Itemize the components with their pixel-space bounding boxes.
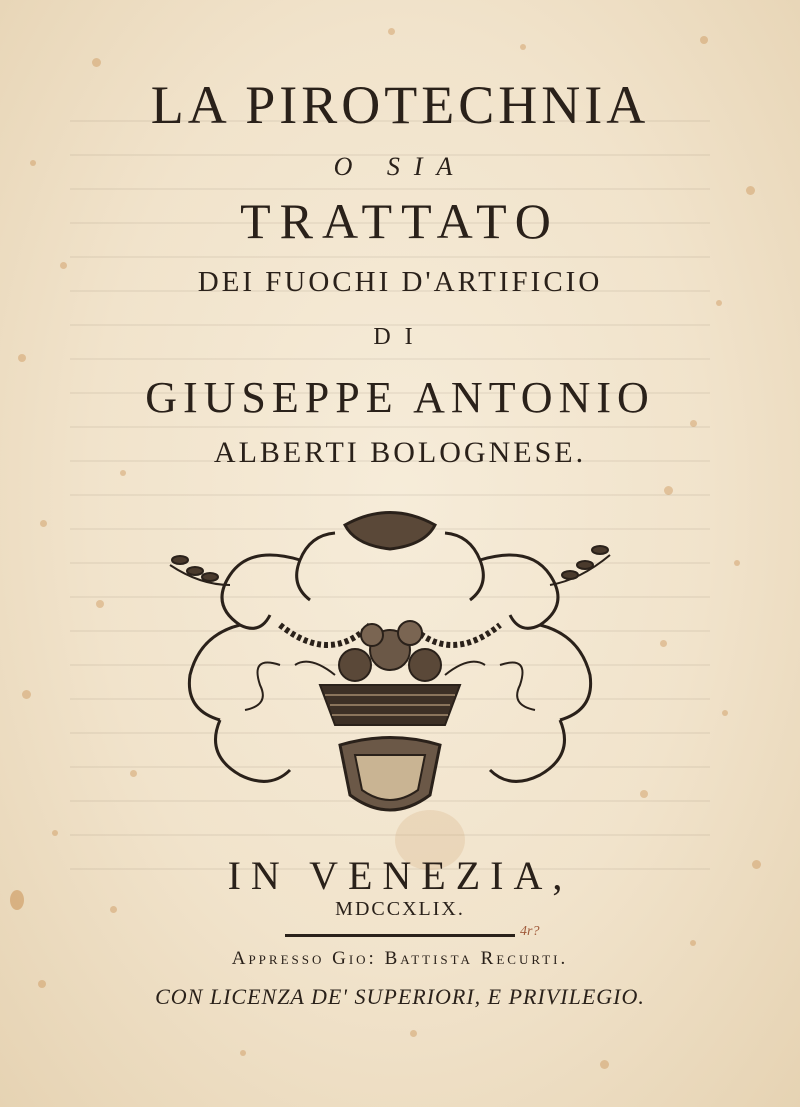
title-line-1: LA PIROTECHNIA: [150, 75, 650, 135]
title-line-5: DI: [373, 324, 427, 350]
imprint-printer: Appresso Gio: Battista Recurti.: [231, 948, 569, 969]
title-line-4: DEI FUOCHI D'ARTIFICIO: [197, 266, 603, 298]
imprint-licence: CON LICENZA DE' SUPERIORI, E PRIVILEGIO.: [155, 984, 645, 1009]
imprint-place: IN VENEZIA,: [227, 853, 573, 898]
title-line-3: TRATTATO: [240, 193, 560, 249]
imprint-year: MDCCXLIX.: [335, 898, 465, 920]
title-line-2: O SIA: [333, 152, 467, 181]
ornamental-vignette-icon: [160, 505, 620, 835]
author-line-2: ALBERTI BOLOGNESE.: [213, 436, 587, 469]
divider-rule: [285, 934, 515, 937]
author-line-1: GIUSEPPE ANTONIO: [145, 373, 655, 422]
handwritten-note: 4r?: [520, 924, 540, 939]
